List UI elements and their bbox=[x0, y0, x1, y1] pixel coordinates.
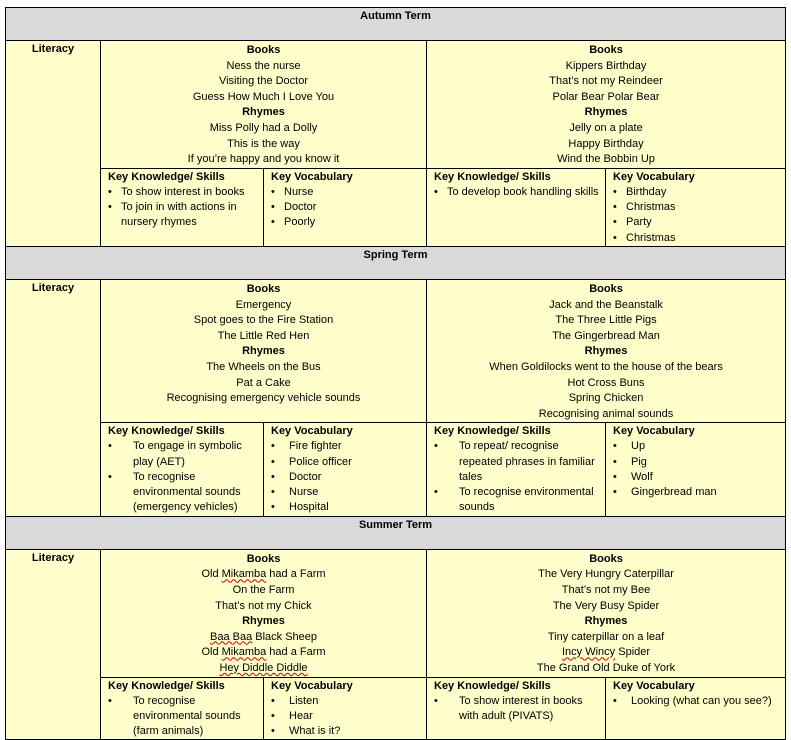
book-title: That’s not my Bee bbox=[561, 583, 651, 596]
vocab-heading: Key Vocabulary bbox=[271, 425, 353, 438]
key-skills-cell bbox=[101, 677, 264, 740]
list-item: • To engage in symbolic play (AET) bbox=[108, 439, 257, 470]
books-rhymes-cell bbox=[101, 279, 427, 422]
list-item: • Doctor bbox=[271, 200, 420, 215]
spellcheck-mark: Mikamba bbox=[221, 646, 267, 659]
subject-label: Literacy bbox=[6, 549, 101, 740]
list-item: • Christmas bbox=[613, 231, 779, 246]
autumn-skills-row bbox=[6, 168, 786, 246]
list-item: • Nurse bbox=[271, 185, 420, 200]
book-title: Kippers Birthday bbox=[565, 59, 647, 72]
spellcheck-mark: Baa Baa bbox=[209, 630, 253, 643]
book-title: Guess How Much I Love You bbox=[192, 90, 335, 103]
skills-heading: Key Knowledge/ Skills bbox=[434, 679, 551, 692]
book-title: Ness the nurse bbox=[226, 59, 301, 72]
rhyme-title: The Wheels on the Bus bbox=[206, 360, 321, 373]
skills-list bbox=[434, 439, 599, 515]
rhyme-title: Spring Chicken bbox=[568, 392, 644, 405]
vocab-list bbox=[271, 185, 420, 231]
books-rhymes-cell bbox=[427, 279, 786, 422]
list-item: • Hear bbox=[271, 709, 420, 724]
book-title: The Three Little Pigs bbox=[555, 314, 657, 327]
books-rhymes-cell bbox=[427, 41, 786, 169]
rhymes-heading: Rhymes bbox=[242, 615, 285, 628]
term-heading: Spring Term bbox=[6, 246, 786, 279]
book-title: The Very Busy Spider bbox=[552, 599, 660, 612]
list-item: • Gingerbread man bbox=[613, 485, 779, 500]
rhyme-title: This is the way bbox=[227, 137, 300, 150]
skills-list bbox=[108, 185, 257, 231]
list-item: • Wolf bbox=[613, 470, 779, 485]
summer-term-row bbox=[6, 516, 786, 549]
rhymes-heading: Rhymes bbox=[584, 345, 628, 358]
curriculum-document bbox=[5, 7, 785, 740]
list-item: • What is it? bbox=[271, 724, 420, 739]
subject-label: Literacy bbox=[6, 41, 101, 247]
summer-books-row bbox=[6, 549, 786, 677]
rhymes-heading: Rhymes bbox=[242, 106, 285, 119]
list-item: • To repeat/ recognise repeated phrases in familiar tales bbox=[434, 439, 599, 485]
books-heading: Books bbox=[589, 44, 623, 56]
book-title: Old Mikamba had a Farm bbox=[201, 568, 326, 581]
skills-list bbox=[434, 185, 599, 200]
spellcheck-mark: Mikamba bbox=[221, 568, 267, 581]
list-item: • Up bbox=[613, 439, 779, 454]
rhyme-title: Hot Cross Buns bbox=[567, 376, 645, 389]
rhyme-title: Happy Birthday bbox=[568, 137, 644, 150]
vocab-heading: Key Vocabulary bbox=[271, 170, 353, 183]
rhyme-title: Jelly on a plate bbox=[569, 121, 643, 134]
books-heading: Books bbox=[246, 552, 281, 565]
books-rhymes-cell bbox=[101, 41, 427, 169]
key-skills-cell bbox=[427, 168, 606, 246]
term-heading: Autumn Term bbox=[6, 8, 786, 41]
books-heading: Books bbox=[589, 552, 623, 565]
spring-skills-row bbox=[6, 423, 786, 516]
list-item: • Nurse bbox=[271, 485, 420, 500]
key-skills-cell bbox=[427, 677, 606, 740]
rhymes-heading: Rhymes bbox=[584, 106, 628, 119]
autumn-books-row bbox=[6, 41, 786, 169]
vocab-heading: Key Vocabulary bbox=[613, 170, 695, 183]
subject-label: Literacy bbox=[6, 279, 101, 516]
list-item: • To develop book handling skills bbox=[434, 185, 599, 200]
list-item: • To recognise environmental sounds (emergency vehicles) bbox=[108, 470, 257, 516]
list-item: • To show interest in books bbox=[108, 185, 257, 200]
list-item: • Party bbox=[613, 215, 779, 230]
list-item: • To show interest in books with adult (PIVATS) bbox=[434, 694, 599, 725]
book-title: Visiting the Doctor bbox=[218, 75, 309, 88]
list-item: • To recognise environmental sounds (farm animals) bbox=[108, 694, 257, 740]
list-item: • Looking (what can you see?) bbox=[613, 694, 779, 709]
rhyme-title: Wind the Bobbin Up bbox=[557, 153, 655, 166]
vocab-heading: Key Vocabulary bbox=[613, 425, 695, 438]
rhyme-title: Tiny caterpillar on a leaf bbox=[547, 630, 665, 643]
rhyme-title: Baa Baa Black Sheep bbox=[209, 630, 318, 643]
vocab-list bbox=[613, 439, 779, 500]
book-title: The Very Hungry Caterpillar bbox=[538, 568, 674, 581]
list-item: • Police officer bbox=[271, 455, 420, 470]
key-vocabulary-cell bbox=[606, 677, 786, 740]
book-title: Polar Bear Polar Bear bbox=[552, 90, 660, 103]
rhymes-heading: Rhymes bbox=[242, 345, 285, 358]
term-heading: Summer Term bbox=[6, 516, 786, 549]
skills-heading: Key Knowledge/ Skills bbox=[108, 679, 225, 692]
list-item: • Doctor bbox=[271, 470, 420, 485]
list-item: • To recognise environmental sounds bbox=[434, 485, 599, 516]
vocab-list bbox=[271, 439, 420, 515]
rhyme-title: Miss Polly had a Dolly bbox=[209, 121, 318, 134]
book-title: Jack and the Beanstalk bbox=[549, 298, 663, 311]
list-item: • Fire fighter bbox=[271, 439, 420, 454]
book-title: That’s not my Reindeer bbox=[549, 75, 663, 88]
book-title: That’s not my Chick bbox=[215, 599, 312, 612]
skills-list bbox=[434, 694, 599, 725]
spring-books-row bbox=[6, 279, 786, 422]
rhyme-title: The Grand Old Duke of York bbox=[536, 661, 676, 674]
books-heading: Books bbox=[589, 282, 623, 295]
key-vocabulary-cell bbox=[606, 423, 786, 516]
list-item: • Christmas bbox=[613, 200, 779, 215]
summer-skills-row bbox=[6, 677, 786, 740]
book-title: On the Farm bbox=[232, 583, 295, 596]
vocab-list bbox=[613, 694, 779, 709]
rhyme-title: Incy Wincy Spider bbox=[562, 646, 651, 659]
vocab-heading: Key Vocabulary bbox=[613, 679, 695, 692]
list-item: • Poorly bbox=[271, 215, 420, 230]
key-skills-cell bbox=[101, 168, 264, 246]
list-item: • Listen bbox=[271, 694, 420, 709]
books-heading: Books bbox=[246, 44, 281, 56]
vocab-heading: Key Vocabulary bbox=[271, 679, 353, 692]
list-item: • Pig bbox=[613, 455, 779, 470]
key-skills-cell bbox=[101, 423, 264, 516]
vocab-list bbox=[613, 185, 779, 246]
books-rhymes-cell bbox=[101, 549, 427, 677]
skills-heading: Key Knowledge/ Skills bbox=[108, 170, 225, 183]
vocab-list bbox=[271, 694, 420, 740]
list-item: • To join in with actions in nursery rhymes bbox=[108, 200, 257, 231]
rhymes-heading: Rhymes bbox=[584, 615, 628, 628]
rhyme-title: Old Mikamba had a Farm bbox=[201, 646, 326, 659]
book-title: Spot goes to the Fire Station bbox=[193, 314, 334, 327]
spellcheck-mark: Hey Diddle Diddle bbox=[219, 661, 308, 674]
key-vocabulary-cell bbox=[264, 423, 427, 516]
list-item: • Hospital bbox=[271, 500, 420, 515]
skills-heading: Key Knowledge/ Skills bbox=[434, 425, 551, 438]
key-vocabulary-cell bbox=[606, 168, 786, 246]
rhyme-title bbox=[101, 661, 426, 677]
list-item: • Birthday bbox=[613, 185, 779, 200]
rhyme-title: Pat a Cake bbox=[236, 376, 291, 389]
books-rhymes-cell bbox=[427, 549, 786, 677]
rhyme-title: Recognising animal sounds bbox=[538, 407, 674, 420]
spellcheck-mark: Incy Wincy bbox=[562, 646, 616, 659]
skills-list bbox=[108, 694, 257, 740]
skills-heading: Key Knowledge/ Skills bbox=[434, 170, 551, 183]
spring-term-row bbox=[6, 246, 786, 279]
book-title: The Gingerbread Man bbox=[552, 329, 660, 342]
skills-heading: Key Knowledge/ Skills bbox=[108, 425, 225, 438]
curriculum-table bbox=[5, 7, 786, 740]
book-title: Emergency bbox=[235, 298, 292, 311]
autumn-term-row bbox=[6, 8, 786, 41]
rhyme-title: When Goldilocks went to the house of the bears bbox=[489, 360, 723, 373]
key-vocabulary-cell bbox=[264, 677, 427, 740]
rhyme-title: If you’re happy and you know it bbox=[187, 153, 340, 166]
key-vocabulary-cell bbox=[264, 168, 427, 246]
rhyme-title: Recognising emergency vehicle sounds bbox=[166, 392, 361, 405]
key-skills-cell bbox=[427, 423, 606, 516]
skills-list bbox=[108, 439, 257, 515]
book-title: The Little Red Hen bbox=[217, 329, 310, 342]
books-heading: Books bbox=[246, 282, 281, 295]
